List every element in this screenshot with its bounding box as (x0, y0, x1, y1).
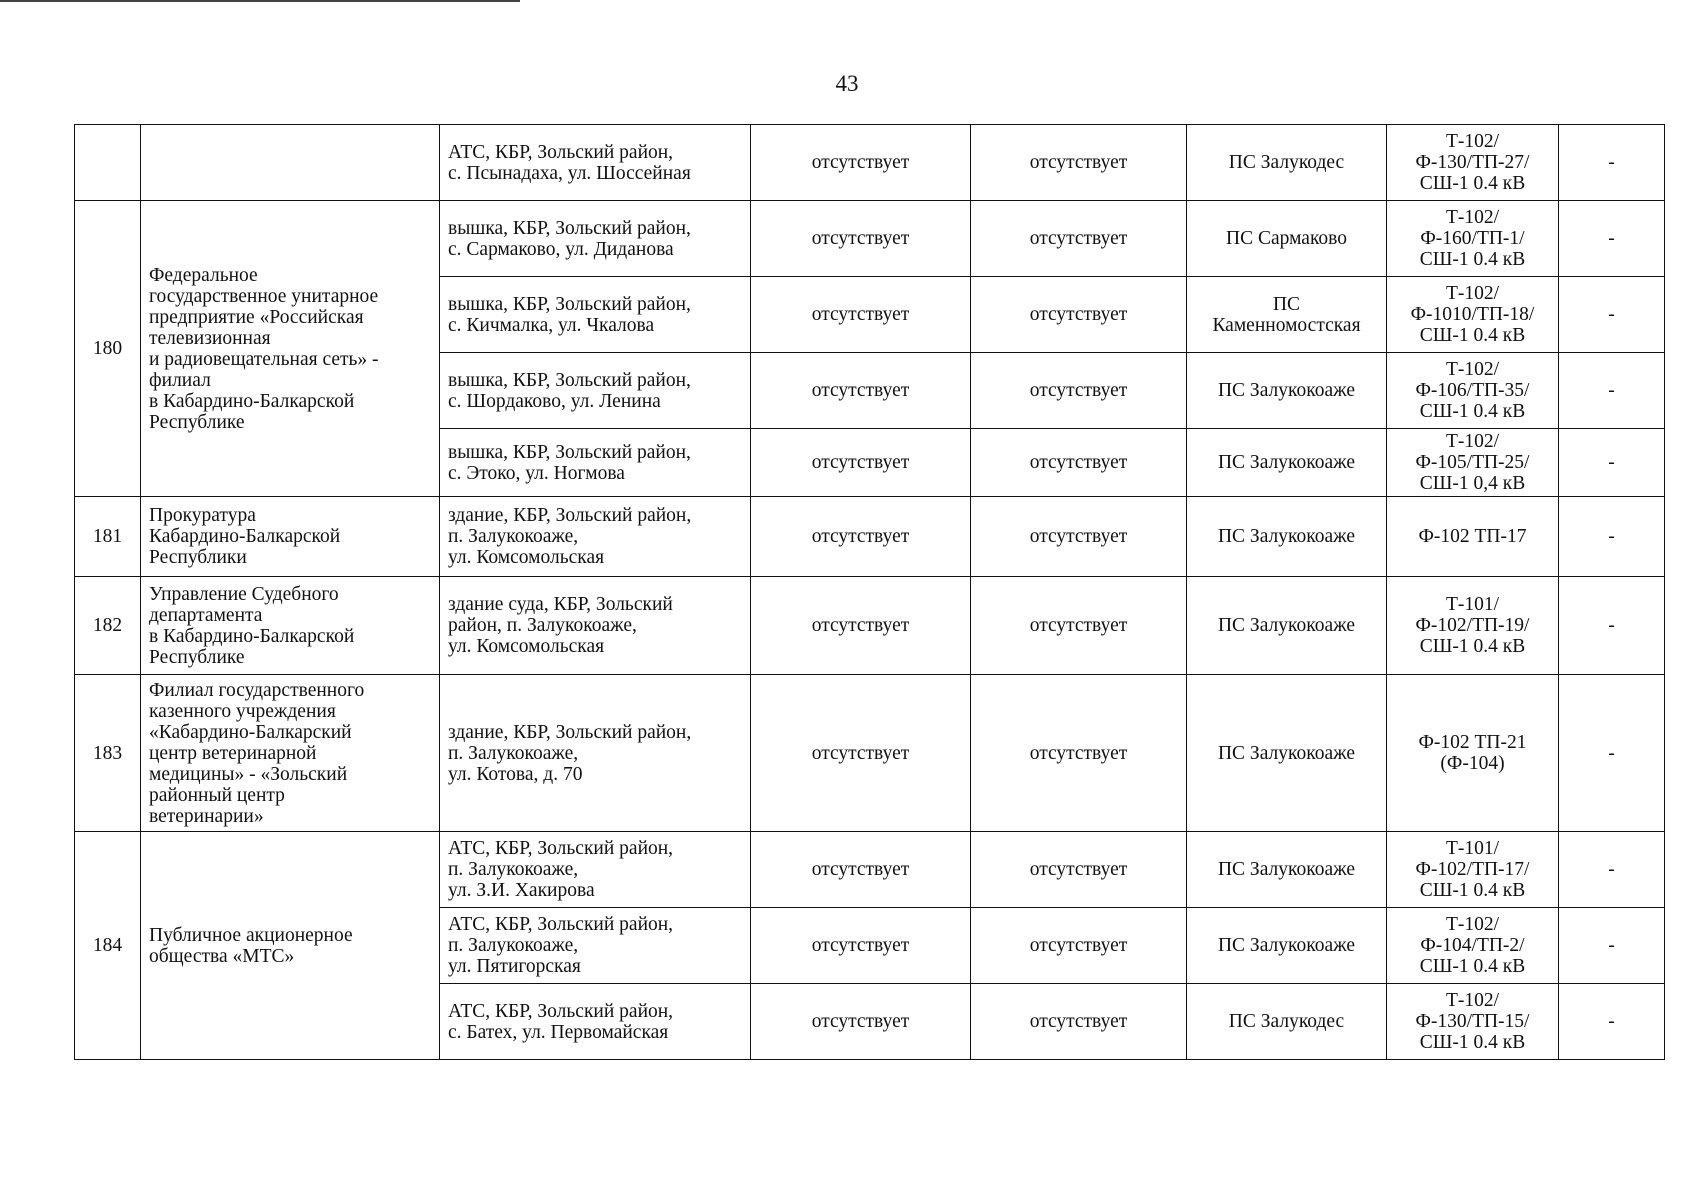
address-cell: вышка, КБР, Зольский район, с. Кичмалка, ул. Чкалова (440, 277, 751, 353)
status-cell: отсутствует (971, 675, 1187, 832)
dash-cell: - (1559, 832, 1665, 908)
power-line-cell: Т-101/ Ф-102/ТП-17/ СШ-1 0.4 кВ (1387, 832, 1559, 908)
organization-cell: Филиал государственного казенного учреждения «Кабардино-Балкарский центр ветеринарной медицины» - «Зольский районный центр ветеринарии» (141, 675, 440, 832)
status-cell: отсутствует (971, 908, 1187, 984)
substation-cell: ПС Залукокоаже (1187, 832, 1387, 908)
substation-cell: ПС Залукодес (1187, 984, 1387, 1060)
address-cell: АТС, КБР, Зольский район, с. Батех, ул. Первомайская (440, 984, 751, 1060)
power-line-cell: Ф-102 ТП-17 (1387, 497, 1559, 577)
address-cell: здание, КБР, Зольский район, п. Залукокоаже, ул. Комсомольская (440, 497, 751, 577)
status-cell: отсутствует (751, 353, 971, 429)
substation-cell: ПС Залукокоаже (1187, 429, 1387, 497)
substation-cell: ПС Каменномостская (1187, 277, 1387, 353)
status-cell: отсутствует (971, 125, 1187, 201)
row-number-cell: 180 (75, 201, 141, 497)
row-number-cell: 183 (75, 675, 141, 832)
dash-cell: - (1559, 984, 1665, 1060)
address-cell: вышка, КБР, Зольский район, с. Шордаково, ул. Ленина (440, 353, 751, 429)
table-row (75, 832, 1665, 908)
status-cell: отсутствует (971, 984, 1187, 1060)
organization-cell (141, 125, 440, 201)
status-cell: отсутствует (971, 577, 1187, 675)
status-cell: отсутствует (751, 429, 971, 497)
status-cell: отсутствует (971, 277, 1187, 353)
substation-cell: ПС Залукодес (1187, 125, 1387, 201)
status-cell: отсутствует (751, 125, 971, 201)
dash-cell: - (1559, 577, 1665, 675)
organization-cell: Управление Судебного департамента в Кабардино-Балкарской Республике (141, 577, 440, 675)
address-cell: вышка, КБР, Зольский район, с. Этоко, ул. Ногмова (440, 429, 751, 497)
power-line-cell: Т-102/ Ф-160/ТП-1/ СШ-1 0.4 кВ (1387, 201, 1559, 277)
power-line-cell: Т-102/ Ф-105/ТП-25/ СШ-1 0,4 кВ (1387, 429, 1559, 497)
power-line-cell: Т-102/ Ф-104/ТП-2/ СШ-1 0.4 кВ (1387, 908, 1559, 984)
power-line-cell: Т-101/ Ф-102/ТП-19/ СШ-1 0.4 кВ (1387, 577, 1559, 675)
status-cell: отсутствует (751, 675, 971, 832)
substation-cell: ПС Залукокоаже (1187, 353, 1387, 429)
table-row (75, 675, 1665, 832)
substation-cell: ПС Залукокоаже (1187, 675, 1387, 832)
substation-cell: ПС Сармаково (1187, 201, 1387, 277)
organization-cell: Федеральное государственное унитарное предприятие «Российская телевизионная и радиовещательная сеть» - филиал в Кабардино-Балкарской Республике (141, 201, 440, 497)
dash-cell: - (1559, 908, 1665, 984)
row-number-cell: 184 (75, 832, 141, 1060)
table-row (75, 125, 1665, 201)
scan-edge-line (0, 0, 520, 2)
substation-cell: ПС Залукокоаже (1187, 497, 1387, 577)
status-cell: отсутствует (751, 984, 971, 1060)
page-number: 43 (835, 71, 859, 96)
address-cell: здание, КБР, Зольский район, п. Залукокоаже, ул. Котова, д. 70 (440, 675, 751, 832)
dash-cell: - (1559, 125, 1665, 201)
power-line-cell: Т-102/ Ф-106/ТП-35/ СШ-1 0.4 кВ (1387, 353, 1559, 429)
address-cell: АТС, КБР, Зольский район, п. Залукокоаже, ул. З.И. Хакирова (440, 832, 751, 908)
status-cell: отсутствует (971, 429, 1187, 497)
address-cell: здание суда, КБР, Зольский район, п. Залукокоаже, ул. Комсомольская (440, 577, 751, 675)
substation-cell: ПС Залукокоаже (1187, 908, 1387, 984)
dash-cell: - (1559, 201, 1665, 277)
dash-cell: - (1559, 429, 1665, 497)
registry-table (74, 124, 1665, 1060)
status-cell: отсутствует (751, 497, 971, 577)
status-cell: отсутствует (971, 353, 1187, 429)
substation-cell: ПС Залукокоаже (1187, 577, 1387, 675)
status-cell: отсутствует (751, 201, 971, 277)
power-line-cell: Ф-102 ТП-21 (Ф-104) (1387, 675, 1559, 832)
status-cell: отсутствует (751, 277, 971, 353)
address-cell: АТС, КБР, Зольский район, с. Псынадаха, ул. Шоссейная (440, 125, 751, 201)
status-cell: отсутствует (751, 577, 971, 675)
row-number-cell: 182 (75, 577, 141, 675)
status-cell: отсутствует (751, 908, 971, 984)
address-cell: АТС, КБР, Зольский район, п. Залукокоаже, ул. Пятигорская (440, 908, 751, 984)
dash-cell: - (1559, 277, 1665, 353)
dash-cell: - (1559, 353, 1665, 429)
power-line-cell: Т-102/ Ф-130/ТП-27/ СШ-1 0.4 кВ (1387, 125, 1559, 201)
table-row (75, 577, 1665, 675)
organization-cell: Прокуратура Кабардино-Балкарской Республики (141, 497, 440, 577)
status-cell: отсутствует (751, 832, 971, 908)
status-cell: отсутствует (971, 832, 1187, 908)
row-number-cell: 181 (75, 497, 141, 577)
organization-cell: Публичное акционерное общества «МТС» (141, 832, 440, 1060)
power-line-cell: Т-102/ Ф-1010/ТП-18/ СШ-1 0.4 кВ (1387, 277, 1559, 353)
address-cell: вышка, КБР, Зольский район, с. Сармаково, ул. Диданова (440, 201, 751, 277)
table-row (75, 201, 1665, 277)
power-line-cell: Т-102/ Ф-130/ТП-15/ СШ-1 0.4 кВ (1387, 984, 1559, 1060)
status-cell: отсутствует (971, 201, 1187, 277)
dash-cell: - (1559, 675, 1665, 832)
dash-cell: - (1559, 497, 1665, 577)
status-cell: отсутствует (971, 497, 1187, 577)
table-row (75, 497, 1665, 577)
row-number-cell (75, 125, 141, 201)
